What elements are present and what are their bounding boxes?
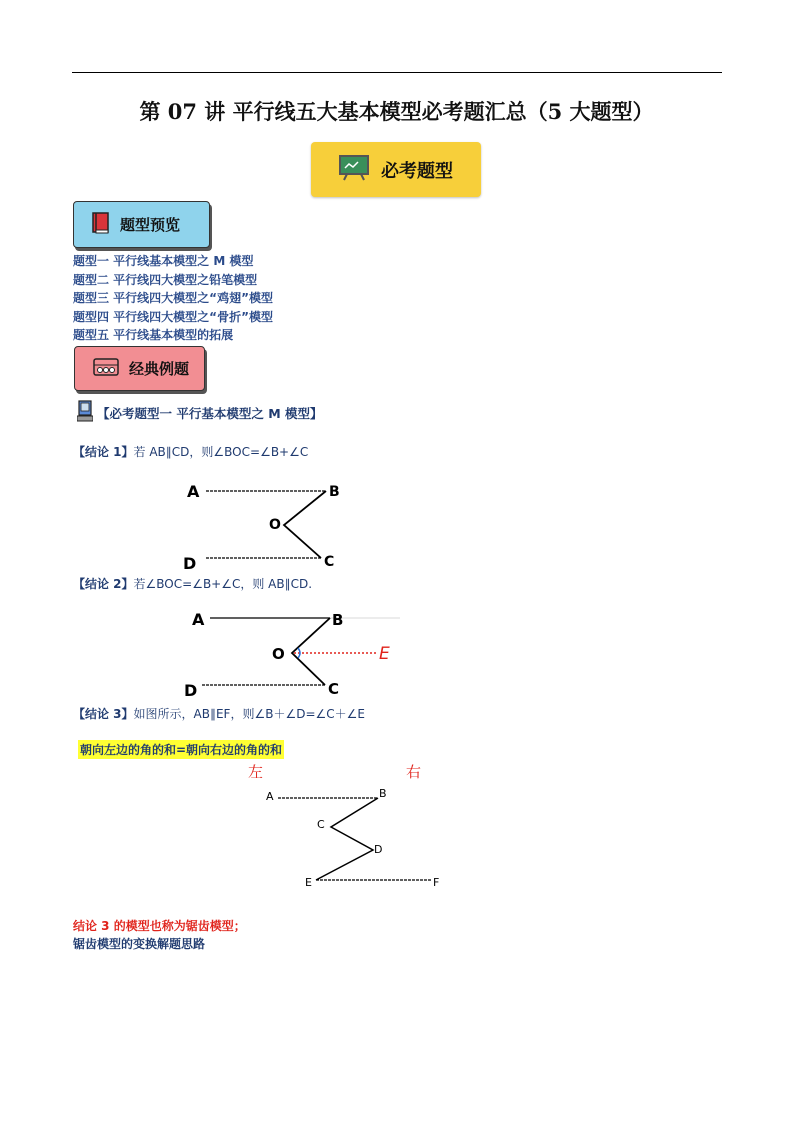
conclusion-text: 如图所示，AB∥EF，则∠B＋∠D=∠C＋∠E <box>133 707 365 721</box>
examples-section-button <box>74 346 205 391</box>
fig2-label-C: C <box>328 680 340 698</box>
fig3-label-D: D <box>374 843 383 856</box>
conclusion-tag: 【结论 1】 <box>73 445 134 459</box>
conclusion-1 <box>73 443 308 460</box>
fig3-label-left: 左 <box>248 763 264 781</box>
toc-list <box>73 252 273 345</box>
toc-item[interactable]: 题型二 平行线四大模型之铅笔模型 <box>73 272 258 287</box>
figure-1 <box>180 475 350 575</box>
fig2-label-B: B <box>332 611 344 629</box>
page-title: 第 07 讲 平行线五大基本模型必考题汇总（5 大题型） <box>139 99 654 124</box>
section-heading-text: 【必考题型一 平行基本模型之 M 模型】 <box>97 405 323 421</box>
fig1-label-A: A <box>187 482 200 501</box>
sawtooth-note: 结论 3 的模型也称为锯齿模型； <box>73 919 246 933</box>
must-test-badge <box>311 142 481 197</box>
fig2-label-D: D <box>184 681 198 700</box>
conclusion-text: 若 AB∥CD，则∠BOC=∠B+∠C <box>133 445 309 459</box>
fig1-label-C: C <box>324 554 335 570</box>
conclusion-tag: 【结论 2】 <box>73 577 134 591</box>
sawtooth-transform-note: 锯齿模型的变换解题思路 <box>73 937 206 951</box>
toc-item[interactable]: 题型五 平行线基本模型的拓展 <box>73 328 234 342</box>
fig1-label-O: O <box>269 517 281 533</box>
fig3-label-right: 右 <box>406 763 422 781</box>
badge-label: 必考题型 <box>381 160 453 182</box>
computer-icon <box>77 400 93 425</box>
fig2-label-O: O <box>272 645 285 663</box>
fig3-label-A: A <box>266 790 274 803</box>
fig2-label-A: A <box>192 610 205 629</box>
fig3-label-B: B <box>379 787 387 800</box>
fig3-label-C: C <box>317 818 325 831</box>
preview-section-button <box>73 201 210 248</box>
toc-item[interactable]: 题型三 平行线四大模型之“鸡翅”模型 <box>73 291 273 305</box>
figure-3 <box>240 755 460 895</box>
fig3-label-F: F <box>433 876 440 889</box>
examples-label: 经典例题 <box>129 360 190 378</box>
highlight-rule: 朝向左边的角的和=朝向右边的角的和 <box>78 740 284 759</box>
figure-2 <box>180 598 410 703</box>
conclusion-2 <box>73 575 312 592</box>
fig1-label-B: B <box>329 484 340 500</box>
conclusion-3 <box>73 705 365 722</box>
fig1-label-D: D <box>183 554 197 573</box>
blackboard-icon <box>339 155 369 185</box>
header-rule <box>72 72 722 73</box>
conclusion-text: 若∠BOC=∠B+∠C，则 AB∥CD. <box>133 577 313 591</box>
fig3-label-E: E <box>305 876 312 889</box>
section-heading <box>77 400 323 425</box>
book-icon <box>92 212 110 238</box>
abacus-icon <box>93 358 119 380</box>
conclusion-tag: 【结论 3】 <box>73 707 134 721</box>
preview-label: 题型预览 <box>120 216 181 234</box>
toc-item[interactable]: 题型一 平行线基本模型之 M 模型 <box>73 254 254 268</box>
fig2-label-E: E <box>379 644 390 664</box>
toc-item[interactable]: 题型四 平行线四大模型之“骨折”模型 <box>73 309 273 324</box>
